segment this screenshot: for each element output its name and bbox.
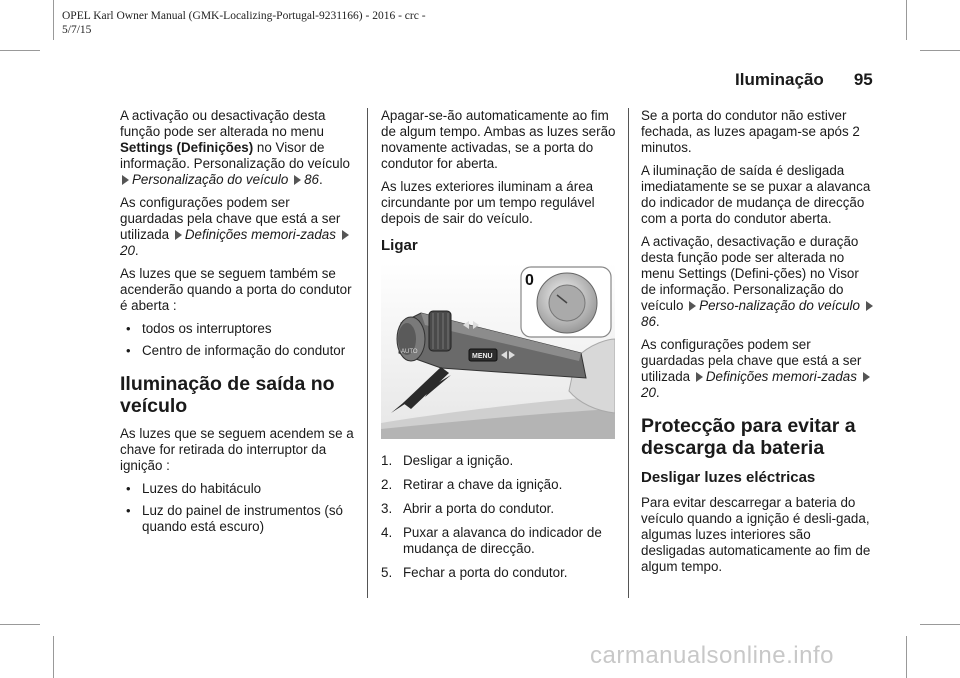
step-text: Fechar a porta do condutor. <box>403 565 568 580</box>
crop-mark <box>920 50 960 51</box>
paragraph: As luzes que se seguem também se acenderão quando a porta do condutor é aberta : <box>120 266 352 313</box>
cross-reference-link[interactable]: Personalização do veículo <box>132 172 289 187</box>
list-item: • Centro de informação do condutor <box>120 343 356 359</box>
reference-arrow-icon <box>175 230 182 240</box>
crop-mark <box>920 624 960 625</box>
text: A activação, desactivação e duração desta função pode ser alterada no menu Settings (Defini-ções) no Visor de informação. Personalização do veículo <box>641 234 859 313</box>
lever-side-label: AUTO <box>401 349 418 355</box>
paragraph: A activação, desactivação e duração desta função pode ser alterada no menu Settings (Defini-ções) no Visor de informação. Personalização do veículo Perso-nalização do veículo 86. <box>641 234 877 330</box>
cross-reference-link[interactable]: Definições memori-zadas <box>705 369 857 384</box>
step-text: Puxar a alavanca do indicador de mudança de direcção. <box>403 525 602 556</box>
page-title: Iluminação <box>735 70 824 89</box>
reference-arrow-icon <box>696 372 703 382</box>
paragraph: A activação ou desactivação desta função pode ser alterada no menu Settings (Definições) no Visor de informação. Personalização do veículo Personalização do veículo 86. <box>120 108 351 187</box>
paragraph: As configurações podem ser guardadas pela chave que está a ser utilizada Definições memori-zadas 20. <box>641 337 877 401</box>
list-item: 1. Desligar a ignição. <box>381 453 514 468</box>
paragraph: As configurações podem ser guardadas pela chave que está a ser utilizada Definições memori-zadas 20. <box>120 195 356 259</box>
column-2 <box>381 108 617 589</box>
reference-arrow-icon <box>689 301 696 311</box>
page-number: 95 <box>853 70 873 89</box>
list-item: 4. Puxar a alavanca do indicador de mudança de direcção. <box>381 525 602 556</box>
section-heading: Protecção para evitar a descarga da bateria <box>641 415 856 459</box>
list-item: 2. Retirar a chave da ignição. <box>381 477 563 492</box>
page-heading <box>735 70 873 90</box>
text: As configurações podem ser guardadas pela chave que está a ser utilizada <box>641 337 862 384</box>
page-reference-link[interactable]: 86 <box>304 172 319 187</box>
text: A activação ou desactivação desta função pode ser alterada no menu <box>120 108 326 139</box>
page-reference-arrow-icon <box>294 175 301 185</box>
subsection-heading: Ligar <box>381 237 418 254</box>
paragraph: Para evitar descarregar a bateria do veículo quando a ignição é desli-gada, algumas luzes interiores são desligadas automaticamente ao fim de algum tempo. <box>641 495 871 574</box>
turn-signal-lever-diagram <box>381 263 615 439</box>
page-reference-arrow-icon <box>866 301 873 311</box>
crop-mark <box>0 50 40 51</box>
paragraph: A iluminação de saída é desligada imediatamente se se puxar a alavanca do indicador de mudança de direcção com a porta do condutor aberta. <box>641 163 871 226</box>
crop-mark <box>906 636 907 678</box>
column-divider <box>628 108 629 598</box>
page-reference-link[interactable]: 20 <box>641 385 656 400</box>
step-text: Abrir a porta do condutor. <box>403 501 555 516</box>
list-item: • todos os interruptores <box>120 321 356 337</box>
step-text: Retirar a chave da ignição. <box>403 477 563 492</box>
cross-reference-link[interactable]: Perso-nalização do veículo <box>699 298 860 313</box>
watermark: carmanualsonline.info <box>590 642 834 669</box>
section-heading: Iluminação de saída no veículo <box>120 373 335 417</box>
crop-mark <box>0 624 40 625</box>
header-line-2: 5/7/15 <box>62 24 92 36</box>
bold-text: Settings (Definições) <box>120 140 254 155</box>
header-line-1: OPEL Karl Owner Manual (GMK-Localizing-Portugal-9231166) - 2016 - crc - <box>62 10 426 22</box>
step-text: Desligar a ignição. <box>403 453 514 468</box>
crop-mark <box>53 0 54 40</box>
paragraph: As luzes exteriores iluminam a área circundante por um tempo regulável depois de sair do veículo. <box>381 179 595 226</box>
list-item: • Luz do painel de instrumentos (só quando está escuro) <box>120 503 356 535</box>
page-reference-arrow-icon <box>863 372 870 382</box>
list-item: • Luzes do habitáculo <box>120 481 356 497</box>
subsection-heading: Desligar luzes eléctricas <box>641 469 816 486</box>
crop-mark <box>53 636 54 678</box>
column-1 <box>120 108 356 541</box>
cross-reference-link[interactable]: Definições memori-zadas <box>184 227 336 242</box>
column-3 <box>641 108 877 582</box>
page-reference-arrow-icon <box>342 230 349 240</box>
lever-illustration <box>381 263 615 439</box>
crop-mark <box>906 0 907 40</box>
paragraph: Se a porta do condutor não estiver fechada, as luzes apagam-se após 2 minutos. <box>641 108 860 155</box>
text: As configurações podem ser guardadas pela chave que está a ser utilizada <box>120 195 341 242</box>
paragraph: Apagar-se-ão automaticamente ao fim de algum tempo. Ambas as luzes serão novamente activadas, se a porta do condutor for aberta. <box>381 108 616 171</box>
page-reference-link[interactable]: 86 <box>641 314 656 329</box>
list-item: 5. Fechar a porta do condutor. <box>381 565 568 580</box>
list-item: 3. Abrir a porta do condutor. <box>381 501 555 516</box>
reference-arrow-icon <box>122 175 129 185</box>
ring-position-label: 0 <box>525 272 534 289</box>
column-divider <box>367 108 368 598</box>
page-reference-link[interactable]: 20 <box>120 243 135 258</box>
text: no Visor de informação. Personalização do veículo <box>120 140 351 171</box>
paragraph: As luzes que se seguem acendem se a chave for retirada do interruptor da ignição : <box>120 426 354 473</box>
document-header <box>62 9 426 37</box>
menu-button-label: MENU <box>472 353 493 360</box>
